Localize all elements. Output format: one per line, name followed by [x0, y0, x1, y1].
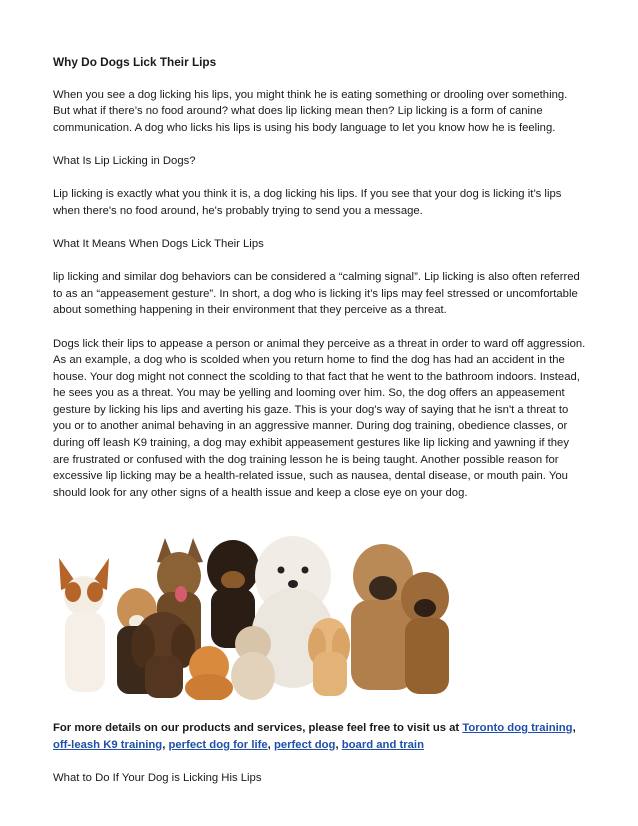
cta-prefix: For more details on our products and services, please feel free to visit us at — [53, 722, 463, 735]
section-heading-what-it-means: What It Means When Dogs Lick Their Lips — [53, 237, 264, 250]
section-paragraph-what-is: Lip licking is exactly what you think it is, a dog licking his lips. If you see that your dog is licking it’s lips when there's no food around, he's probably trying to send you a message. — [53, 188, 562, 217]
dogs-group-photo — [53, 518, 469, 700]
section-heading-what-to-do: What to Do If Your Dog is Licking His Lips — [53, 771, 262, 784]
section-paragraph-appease: Dogs lick their lips to appease a person or animal they perceive as a threat in order to ward off aggression. As an example, a dog who is scolded when you return home to find the dog has had an accident in the house. Your dog might not connect the scolding to that fact that he went to the bathroom indoors. Instead, he sees you as a threat. You may be yelling and looming over him. So, the dog offers an appeasement gesture by licking his lips and averting his gaze. This is your dog's way of saying that he isn't a threat to you or to another animal behaving in an aggressive manner. During dog training, obedience classes, or during off leash K9 training, a dog may exhibit appeasement gestures like lip licking and yawning if they are frustrated or confused with the dog training lesson he is being taught. Another possible reason for excessive lip licking may be a health-related issue, such as nausea, dental disease, or mouth pain. You should look for any other signs of a health issue and keep a close eye on your dog. — [53, 337, 586, 499]
link-separator: , — [335, 738, 342, 751]
document-body — [53, 54, 587, 803]
dog-spaniel-small — [231, 626, 275, 700]
dog-cocker-blonde — [308, 618, 350, 696]
section-heading-what-is: What Is Lip Licking in Dogs? — [53, 154, 196, 167]
link-separator: , — [162, 738, 169, 751]
dog-papillon — [59, 558, 109, 692]
link-perfect-dog[interactable]: perfect dog — [273, 738, 336, 751]
link-separator: , — [572, 722, 576, 735]
section-paragraph-calming-signal: lip licking and similar dog behaviors can be considered a “calming signal”. Lip licking is also often referred to as an “appeasement gesture”. In short, a dog who is licking it’s lips may feel stressed or uncomfortable about something happening in their environment that they perceive as a threat. — [53, 271, 580, 317]
dog-boxer — [401, 572, 449, 694]
link-perfect-dog-for-life[interactable]: perfect dog for life — [168, 738, 268, 751]
intro-paragraph: When you see a dog licking his lips, you might think he is eating something or drooling over something. But what if there’s no food around? what does lip licking mean then? Lip licking is a form of canine communication. A dog who licks his lips is using his body language to let you know how he is feeling. — [53, 88, 568, 134]
link-board-and-train[interactable]: board and train — [341, 738, 424, 751]
link-off-leash-k9-training[interactable]: off-leash K9 training — [53, 738, 163, 751]
page-title: Why Do Dogs Lick Their Lips — [53, 55, 217, 69]
cta-paragraph — [53, 720, 587, 753]
link-toronto-dog-training[interactable]: Toronto dog training — [462, 722, 573, 735]
link-separator: , — [267, 738, 274, 751]
